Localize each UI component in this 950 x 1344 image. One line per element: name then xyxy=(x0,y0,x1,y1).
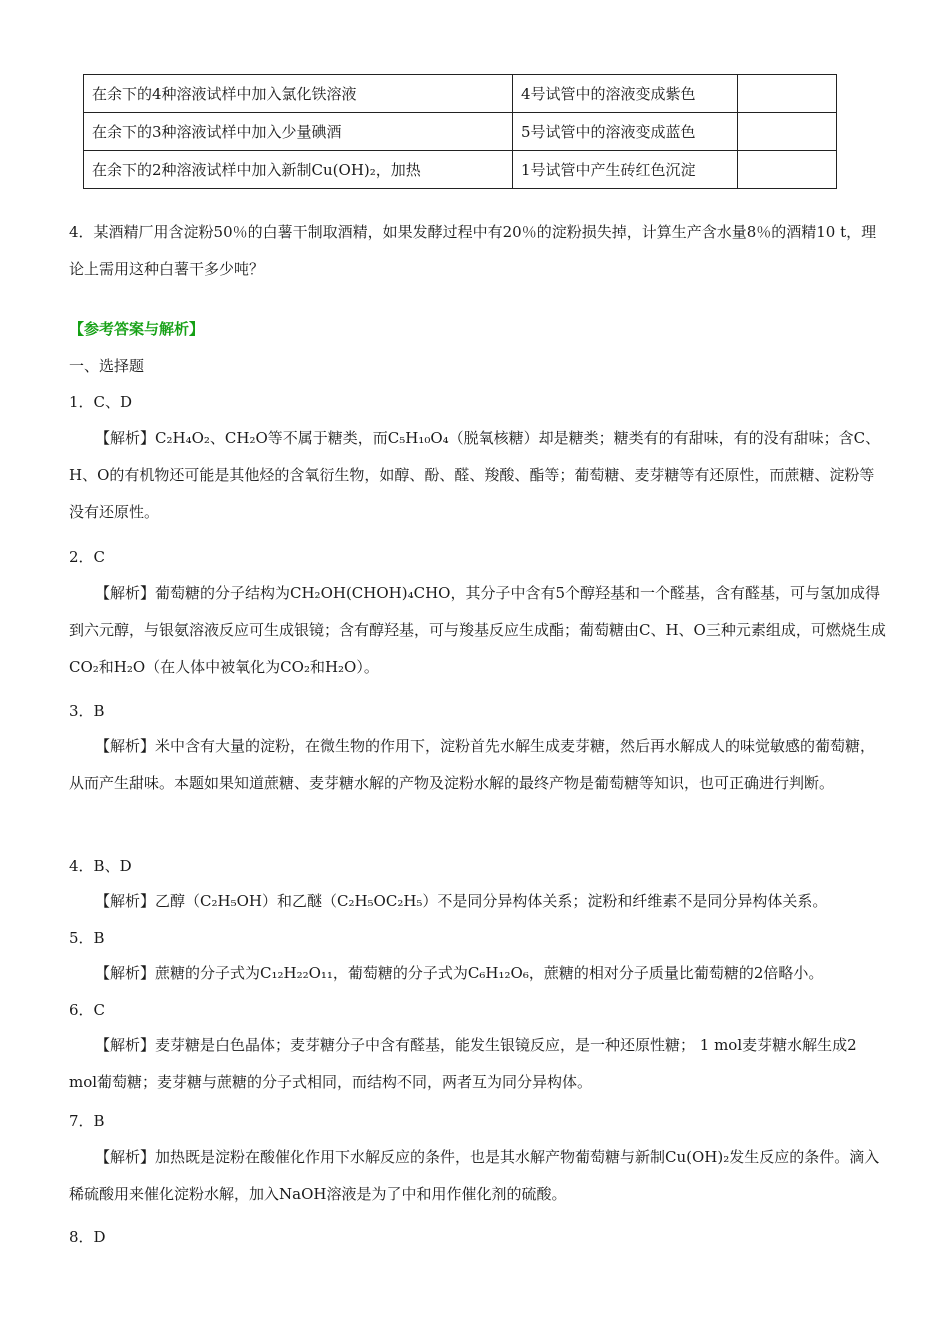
table-cell-phenomenon: 4号试管中的溶液变成紫色 xyxy=(513,75,738,113)
table-row xyxy=(84,75,837,113)
table-cell-conclusion xyxy=(738,113,837,151)
table-cell-phenomenon: 5号试管中的溶液变成蓝色 xyxy=(513,113,738,151)
answer-number: 6．C xyxy=(69,1001,106,1019)
table-cell-operation: 在余下的3种溶液试样中加入少量碘酒 xyxy=(84,113,513,151)
experiment-table xyxy=(83,74,837,189)
answer-number: 7．B xyxy=(69,1112,105,1130)
answer-number: 5．B xyxy=(69,929,105,947)
answer-number: 1．C、D xyxy=(69,393,133,411)
table-row xyxy=(84,151,837,189)
answer-explanation: 【解析】加热既是淀粉在酸催化作用下水解反应的条件，也是其水解产物葡萄糖与新制Cu(OH)₂发生反应的条件。滴入稀硫酸用来催化淀粉水解，加入NaOH溶液是为了中和用作催化剂的硫酸。 xyxy=(69,1148,880,1203)
table-cell-operation: 在余下的2种溶液试样中加入新制Cu(OH)₂，加热 xyxy=(84,151,513,189)
answer-explanation: 【解析】米中含有大量的淀粉，在微生物的作用下，淀粉首先水解生成麦芽糖，然后再水解成人的味觉敏感的葡萄糖，从而产生甜味。本题如果知道蔗糖、麦芽糖水解的产物及淀粉水解的最终产物是葡萄糖等知识，也可正确进行判断。 xyxy=(69,737,876,792)
section-heading: 一、选择题 xyxy=(69,357,145,375)
answer-number: 8．D xyxy=(69,1228,106,1246)
answer-number: 2．C xyxy=(69,548,106,566)
question-4: 4．某酒精厂用含淀粉50％的白薯干制取酒精，如果发酵过程中有20％的淀粉损失掉，计算生产含水量8％的酒精10 t，理论上需用这种白薯干多少吨？ xyxy=(69,223,877,278)
answer-explanation: 【解析】乙醇（C₂H₅OH）和乙醚（C₂H₅OC₂H₅）不是同分异构体关系；淀粉和纤维素不是同分异构体关系。 xyxy=(95,892,828,910)
table-row xyxy=(84,113,837,151)
table-cell-operation: 在余下的4种溶液试样中加入氯化铁溶液 xyxy=(84,75,513,113)
answer-number: 4．B、D xyxy=(69,857,132,875)
table-cell-conclusion xyxy=(738,75,837,113)
table-cell-conclusion xyxy=(738,151,837,189)
table-cell-phenomenon: 1号试管中产生砖红色沉淀 xyxy=(513,151,738,189)
answer-explanation: 【解析】葡萄糖的分子结构为CH₂OH(CHOH)₄CHO，其分子中含有5个醇羟基和一个醛基，含有醛基，可与氢加成得到六元醇，与银氨溶液反应可生成银镜；含有醇羟基，可与羧基反应生成酯；葡萄糖由C、H、O三种元素组成，可燃烧生成CO₂和H₂O（在人体中被氧化为CO₂和H₂O）。 xyxy=(69,584,886,676)
answer-number: 3．B xyxy=(69,702,105,720)
answer-explanation: 【解析】麦芽糖是白色晶体；麦芽糖分子中含有醛基，能发生银镜反应，是一种还原性糖； 1 mol麦芽糖水解生成2 mol葡萄糖；麦芽糖与蔗糖的分子式相同，而结构不同，两者互为同分异构体。 xyxy=(69,1036,857,1091)
answer-section-title: 【参考答案与解析】 xyxy=(69,320,205,338)
answer-explanation: 【解析】蔗糖的分子式为C₁₂H₂₂O₁₁，葡萄糖的分子式为C₆H₁₂O₆，蔗糖的相对分子质量比葡萄糖的2倍略小。 xyxy=(95,964,824,982)
answer-explanation: 【解析】C₂H₄O₂、CH₂O等不属于糖类，而C₅H₁₀O₄（脱氧核糖）却是糖类；糖类有的有甜味，有的没有甜味；含C、H、O的有机物还可能是其他烃的含氧衍生物，如醇、酚、醛、羧酸、酯等；葡萄糖、麦芽糖等有还原性，而蔗糖、淀粉等没有还原性。 xyxy=(69,429,881,521)
